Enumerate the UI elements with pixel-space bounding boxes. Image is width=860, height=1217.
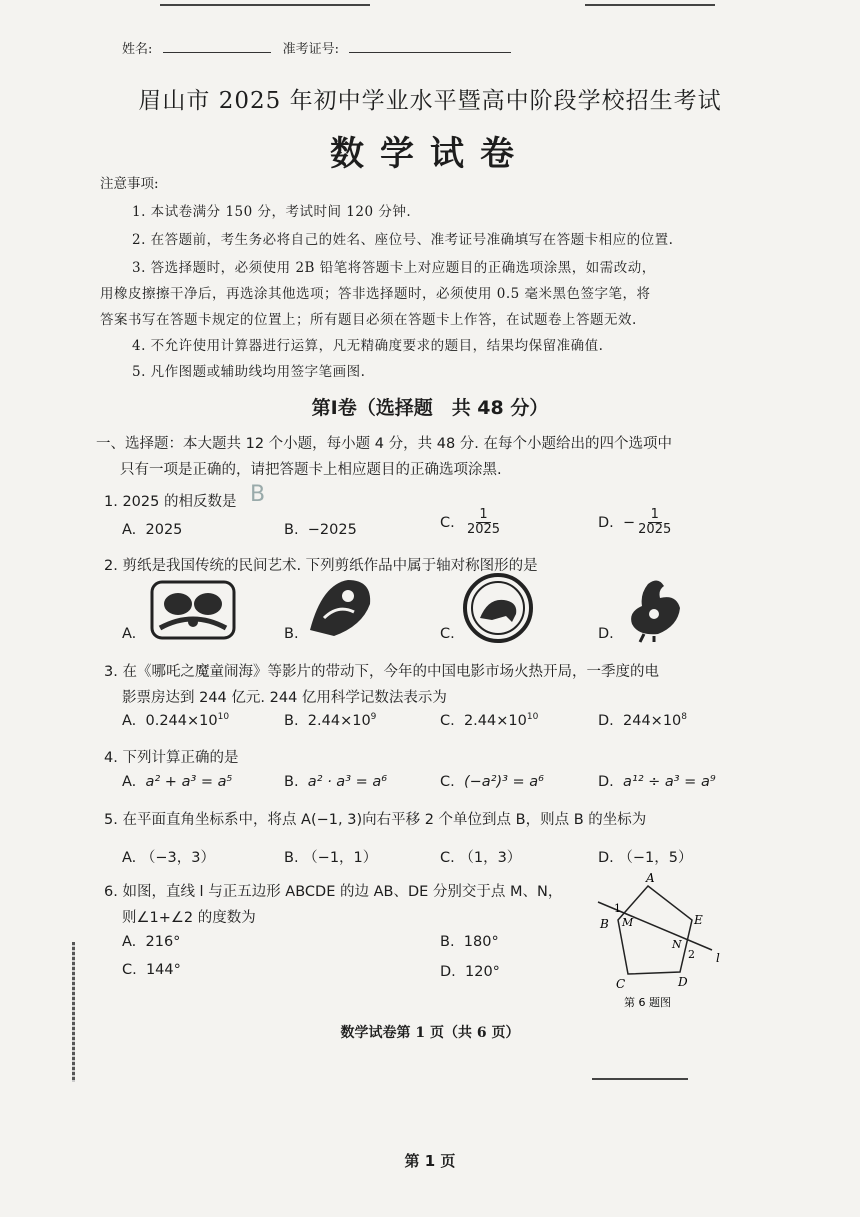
notice-item-1: 1. 本试卷满分 150 分，考试时间 120 分钟.: [132, 204, 412, 220]
q1-option-a: [122, 522, 182, 538]
q4-c-text: (−a²)³ = a⁶: [463, 774, 544, 790]
name-label: 姓名:: [122, 42, 153, 57]
q3-c-label: C.: [440, 712, 455, 729]
q1-option-d: [598, 508, 674, 538]
q6-figure: [590, 872, 730, 1012]
q3-option-a: [122, 712, 229, 729]
q3-c-exp: 10: [526, 712, 539, 722]
q5-b-label: B.: [284, 850, 299, 866]
q5-a-label: A.: [122, 850, 137, 866]
q6-stem-line-2: 则∠1+∠2 的度数为: [122, 910, 256, 926]
notice-item-3-cont-2: 答案书写在答题卡规定的位置上；所有题目必须在答题卡上作答，在试题卷上答题无效.: [100, 312, 637, 328]
q1-d-num: 1: [648, 508, 662, 523]
q4-a-label: A.: [122, 774, 137, 790]
q2-d-label: D.: [598, 626, 614, 642]
exam-title: 眉山市 2025 年初中学业水平暨高中阶段学校招生考试: [138, 88, 722, 114]
q2-papercut-d-image: [618, 574, 688, 644]
q1-c-num: 1: [476, 508, 490, 523]
q1-a-label: A.: [122, 522, 137, 538]
q2-papercut-b-image: [302, 574, 378, 642]
q1-c-den: 2025: [466, 522, 501, 538]
q4-d-text: a¹² ÷ a³ = a⁹: [623, 774, 716, 790]
q6-figure-caption: 第 6 题图: [624, 996, 671, 1009]
q3-d-base: 244×10: [623, 712, 682, 729]
q3-a-base: 0.244×10: [145, 712, 218, 729]
q6-option-d: [440, 964, 500, 980]
q3-option-b: [284, 712, 376, 729]
q3-c-base: 2.44×10: [463, 712, 527, 729]
q6-a-label: A.: [122, 934, 137, 950]
q6-option-a: [122, 934, 180, 950]
q6-d-text: 120°: [465, 964, 500, 980]
notice-item-3-cont-1: 用橡皮擦擦干净后，再选涂其他选项；答非选择题时，必须使用 0.5 毫米黑色签字笔，将: [100, 286, 651, 302]
scan-mark-bottom-right: [592, 1078, 688, 1080]
q6-angle-1: 1: [614, 902, 621, 915]
q3-stem-line-2: 影票房达到 244 亿元. 244 亿用科学记数法表示为: [122, 690, 447, 706]
section-instruction-2: 只有一项是正确的，请把答题卡上相应题目的正确选项涂黑.: [120, 462, 502, 478]
q4-stem: 4. 下列计算正确的是: [104, 750, 239, 766]
notice-title: 注意事项:: [100, 176, 159, 192]
q4-option-d: [598, 774, 716, 790]
page-number: 第 1 页: [404, 1152, 456, 1170]
q6-a-text: 216°: [145, 934, 181, 950]
q3-d-exp: 8: [681, 712, 688, 722]
q1-d-den: 2025: [638, 522, 672, 538]
q5-d-label: D.: [598, 850, 614, 866]
q6-point-b: B: [600, 917, 609, 931]
q6-b-text: 180°: [463, 934, 499, 950]
q4-option-a: [122, 774, 232, 790]
scan-mark-top-left: [160, 4, 370, 6]
q6-angle-2: 2: [688, 948, 695, 961]
q3-b-base: 2.44×10: [307, 712, 371, 729]
q3-option-c: [440, 712, 538, 729]
q1-option-c: [440, 508, 503, 538]
q6-pentagon: [618, 886, 692, 974]
scan-mark-top-right: [585, 4, 715, 6]
q6-point-n: N: [672, 938, 682, 951]
q3-b-label: B.: [284, 712, 299, 729]
q3-stem-line-1: 3. 在《哪吒之魔童闹海》等影片的带动下，今年的中国电影市场火热开局，一季度的电: [104, 664, 659, 680]
q3-d-label: D.: [598, 712, 614, 729]
q2-stem: 2. 剪纸是我国传统的民间艺术. 下列剪纸作品中属于轴对称图形的是: [104, 558, 538, 574]
q3-option-d: [598, 712, 687, 729]
q5-option-b: [284, 846, 377, 867]
q3-a-label: A.: [122, 712, 137, 729]
exam-id-label: 准考证号:: [282, 42, 340, 57]
q2-c-label: C.: [440, 626, 455, 642]
notice-item-5: 5. 凡作图题或辅助线均用签字笔画图.: [132, 364, 366, 380]
header-fields: [122, 38, 511, 57]
q1-d-sign: −: [623, 514, 636, 531]
notice-item-4: 4. 不允许使用计算器进行运算，凡无精确度要求的题目，结果均保留准确值.: [132, 338, 604, 354]
exam-subject-title: 数学试卷: [330, 134, 530, 174]
q6-c-label: C.: [122, 962, 137, 978]
q1-b-label: B.: [284, 522, 299, 538]
q6-line-label-l: l: [716, 951, 720, 965]
q6-b-label: B.: [440, 934, 455, 950]
q6-point-a: A: [646, 872, 655, 885]
section-instruction-1: 一、选择题：本大题共 12 个小题，每小题 4 分，共 48 分. 在每个小题给出的四个选项中: [96, 436, 672, 452]
q1-d-label: D.: [598, 514, 614, 531]
q6-d-label: D.: [440, 964, 456, 980]
q1-c-label: C.: [440, 514, 455, 531]
q5-a-text: （−3，3）: [140, 850, 215, 866]
q5-b-text: （−1，1）: [303, 850, 378, 866]
q6-option-b: [440, 934, 499, 950]
notice-item-2: 2. 在答题前，考生务必将自己的姓名、座位号、准考证号准确填写在答题卡相应的位置.: [132, 232, 674, 248]
q2-b-label: B.: [284, 626, 299, 642]
notice-item-3: 3. 答选择题时，必须使用 2B 铅笔将答题卡上对应题目的正确选项涂黑，如需改动，: [132, 260, 656, 276]
q1-c-fraction: [464, 508, 503, 538]
q6-stem-line-1: 6. 如图，直线 l 与正五边形 ABCDE 的边 AB、DE 分别交于点 M、N，: [104, 884, 563, 900]
q3-a-exp: 10: [217, 712, 230, 722]
q4-c-label: C.: [440, 774, 455, 790]
q5-d-text: （−1，5）: [618, 850, 693, 866]
q5-option-c: [440, 846, 521, 867]
q5-option-d: [598, 846, 693, 867]
q4-a-text: a² + a³ = a⁵: [145, 774, 233, 790]
q6-point-d: D: [678, 975, 688, 989]
q6-c-text: 144°: [145, 962, 181, 978]
page-footer-info: 数学试卷第 1 页（共 6 页）: [340, 1025, 520, 1041]
q4-b-label: B.: [284, 774, 299, 790]
exam-id-blank: [349, 38, 511, 53]
scan-edge-mark: [72, 942, 75, 1082]
q1-handwritten-answer: B: [250, 482, 266, 507]
q1-a-text: 2025: [145, 522, 183, 538]
q1-b-text: −2025: [307, 522, 357, 538]
section-title: 第Ⅰ卷（选择题 共 48 分）: [311, 397, 549, 419]
q2-papercut-c-image: [462, 572, 534, 644]
name-blank: [163, 38, 271, 53]
q5-c-label: C.: [440, 850, 455, 866]
q4-option-b: [284, 774, 387, 790]
q5-option-a: [122, 846, 215, 867]
q6-option-c: [122, 962, 181, 978]
q4-option-c: [440, 774, 544, 790]
q3-b-exp: 9: [370, 712, 377, 722]
q6-point-c: C: [616, 977, 626, 991]
q6-point-m: M: [622, 916, 634, 929]
q1-d-fraction: [635, 508, 674, 538]
q2-a-label: A.: [122, 626, 137, 642]
q1-option-b: [284, 522, 357, 538]
q5-c-text: （1，3）: [459, 850, 522, 866]
q6-point-e: E: [694, 913, 703, 927]
q4-b-text: a² · a³ = a⁶: [307, 774, 388, 790]
q4-d-label: D.: [598, 774, 614, 790]
q1-stem: 1. 2025 的相反数是: [104, 494, 237, 510]
q2-papercut-a-image: [150, 580, 236, 640]
q5-stem: 5. 在平面直角坐标系中，将点 A(−1, 3)向右平移 2 个单位到点 B，则点 B 的坐标为: [104, 812, 647, 828]
